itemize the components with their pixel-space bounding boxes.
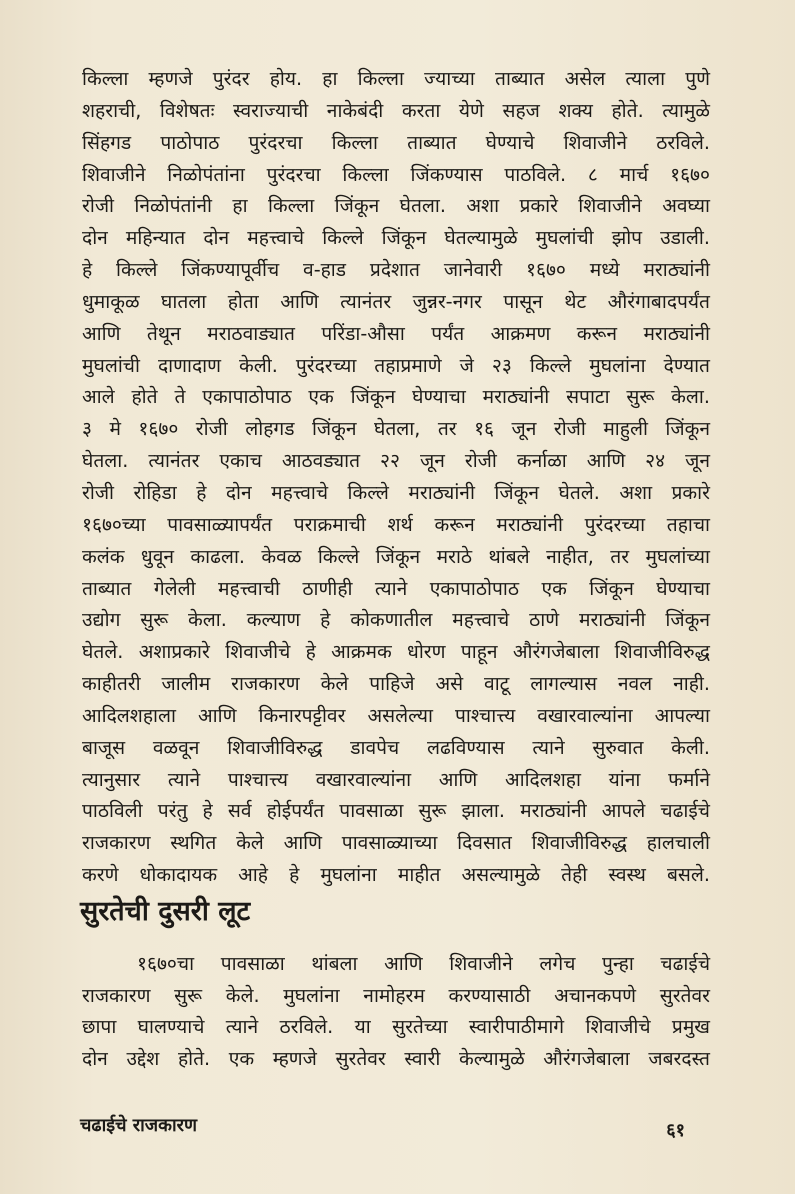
text-line: करणे धोकादायक आहे हे मुघलांना माहीत असल्यामुळे तेही स्वस्थ बसले. [82, 863, 710, 887]
text-line: १६७०च्या पावसाळ्यापर्यंत पराक्रमाची शर्थ करून मराठ्यांनी पुरंदरच्या तहाचा [82, 512, 710, 536]
text-line: दोन उद्देश होते. एक म्हणजे सुरतेवर स्वारी केल्यामुळे औरंगजेबाला जबरदस्त [82, 1046, 710, 1070]
text-line: धुमाकूळ घातला होता आणि त्यानंतर जुन्नर-नगर पासून थेट औरंगाबादपर्यंत [82, 289, 710, 313]
page-number: ६१ [666, 1120, 685, 1141]
text-line: ३ मे १६७० रोजी लोहगड जिंकून घेतला, तर १६ जून रोजी माहुली जिंकून [82, 417, 710, 441]
text-line: रोजी निळोपंतांनी हा किल्ला जिंकून घेतला. अशा प्रकारे शिवाजीने अवघ्या [82, 194, 710, 218]
text-line: शिवाजीने निळोपंतांना पुरंदरचा किल्ला जिंकण्यास पाठविले. ८ मार्च १६७० [82, 162, 710, 186]
text-line: कलंक धुवून काढला. केवळ किल्ले जिंकून मराठे थांबले नाहीत, तर मुघलांच्या [82, 544, 710, 568]
text-line: राजकारण सुरू केले. मुघलांना नामोहरम करण्यासाठी अचानकपणे सुरतेवर [82, 983, 710, 1007]
text-line: घेतला. त्यानंतर एकाच आठवड्यात २२ जून रोजी कर्नाळा आणि २४ जून [82, 449, 710, 473]
running-title: चढाईचे राजकारण [80, 1115, 198, 1136]
text-line: मुघलांची दाणादाण केली. पुरंदरच्या तहाप्रमाणे जे २३ किल्ले मुघलांना देण्यात [82, 353, 710, 377]
text-line: रोजी रोहिडा हे दोन महत्त्वाचे किल्ले मराठ्यांनी जिंकून घेतले. अशा प्रकारे [82, 480, 710, 504]
text-line: छापा घालण्याचे त्याने ठरविले. या सुरतेच्या स्वारीपाठीमागे शिवाजीचे प्रमुख [82, 1015, 710, 1038]
text-line: सिंहगड पाठोपाठ पुरंदरचा किल्ला ताब्यात घेण्याचे शिवाजीने ठरविले. [82, 130, 710, 154]
text-line: आणि तेथून मराठवाड्यात परिंडा-औसा पर्यंत आक्रमण करून मराठ्यांनी [82, 321, 710, 345]
text-line: त्यानुसार त्याने पाश्चात्त्य वखारवाल्यांना आणि आदिलशहा यांना फर्माने [82, 767, 710, 791]
text-line: आदिलशहाला आणि किनारपट्टीवर असलेल्या पाश्चात्त्य वखारवाल्यांना आपल्या [82, 703, 710, 727]
text-line: १६७०चा पावसाळा थांबला आणि शिवाजीने लगेच पुन्हा चढाईचे [137, 952, 710, 975]
section-heading: सुरतेची दुसरी लूट [80, 896, 251, 927]
text-line: घेतले. अशाप्रकारे शिवाजीचे हे आक्रमक धोरण पाहून औरंगजेबाला शिवाजीविरुद्ध [82, 640, 710, 664]
text-line: बाजूस वळवून शिवाजीविरुद्ध डावपेच लढविण्यास त्याने सुरुवात केली. [82, 735, 710, 759]
text-line: पाठविली परंतु हे सर्व होईपर्यंत पावसाळा सुरू झाला. मराठ्यांनी आपले चढाईचे [82, 799, 710, 823]
text-line: हे किल्ले जिंकण्यापूर्वीच व-हाड प्रदेशात जानेवारी १६७० मध्ये मराठ्यांनी [82, 258, 710, 282]
paragraph-1 [82, 63, 710, 891]
text-line: ताब्यात गेलेली महत्त्वाची ठाणीही त्याने एकापाठोपाठ एक जिंकून घेण्याचा [82, 576, 710, 600]
text-line: काहीतरी जालीम राजकारण केले पाहिजे असे वाटू लागल्यास नवल नाही. [82, 672, 710, 696]
text-line: राजकारण स्थगित केले आणि पावसाळ्याच्या दिवसात शिवाजीविरुद्ध हालचाली [82, 831, 710, 855]
text-line: किल्ला म्हणजे पुरंदर होय. हा किल्ला ज्याच्या ताब्यात असेल त्याला पुणे [82, 67, 710, 90]
text-line: शहराची, विशेषतः स्वराज्याची नाकेबंदी करता येणे सहज शक्य होते. त्यामुळे [82, 98, 710, 122]
text-line: दोन महिन्यात दोन महत्त्वाचे किल्ले जिंकून घेतल्यामुळे मुघलांची झोप उडाली. [82, 226, 710, 250]
text-line: उद्योग सुरू केला. कल्याण हे कोकणातील महत्त्वाचे ठाणे मराठ्यांनी जिंकून [82, 608, 710, 632]
paragraph-2 [82, 948, 710, 1074]
text-line: आले होते ते एकापाठोपाठ एक जिंकून घेण्याचा मराठ्यांनी सपाटा सुरू केला. [82, 385, 710, 409]
